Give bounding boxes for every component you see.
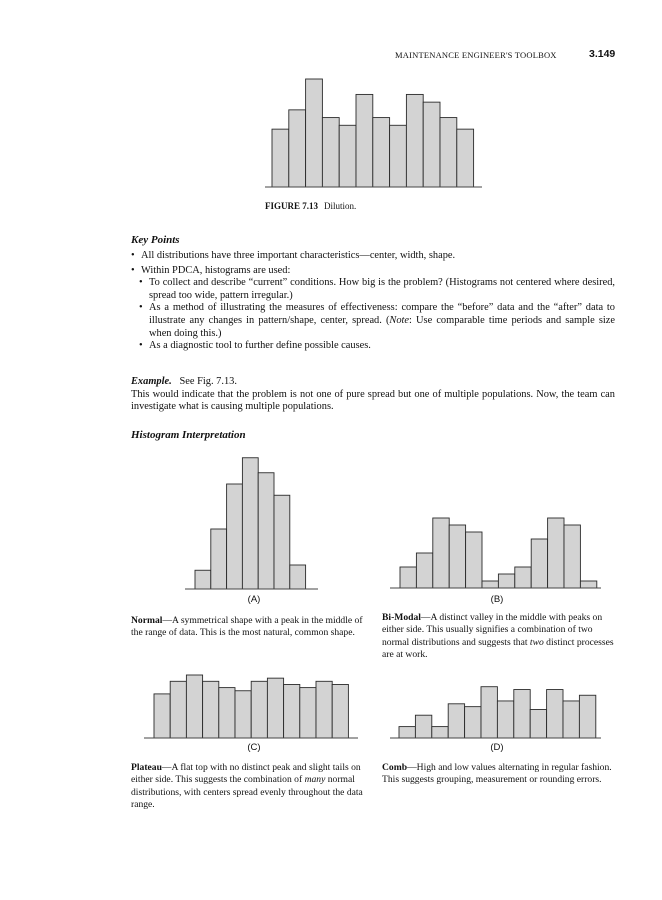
histogram-bar xyxy=(399,727,415,738)
histogram-bar xyxy=(242,458,258,589)
histogram-bar xyxy=(274,495,290,589)
key-point-item: • All distributions have three important characteristics—center, width, shape. xyxy=(131,250,456,261)
histogram-bar xyxy=(423,102,440,187)
histogram-bar xyxy=(406,94,423,187)
histogram-bar xyxy=(432,727,448,738)
histogram-bar xyxy=(449,525,465,588)
histogram-bar xyxy=(481,687,497,738)
histogram-interpretation-heading: Histogram Interpretation xyxy=(131,429,246,441)
panel-b-desc-text: distinct processes are at work. xyxy=(382,636,614,661)
histogram-bar xyxy=(564,525,580,588)
histogram-bar xyxy=(514,690,530,738)
histogram-bar xyxy=(235,691,251,738)
key-point-text: As a method of illustrating the measures of effectiveness: compare the “before” data and the “after” data to illustrate any changes in pattern/shape, center, spread. ( xyxy=(149,302,615,326)
key-point-text: Within PDCA, histograms are used: xyxy=(141,264,291,276)
histogram-bar xyxy=(356,94,373,187)
panel-c-emphasis: many xyxy=(304,774,326,786)
histogram-bar xyxy=(289,110,306,187)
histogram-bar xyxy=(515,567,531,588)
panel-label-b: (B) xyxy=(490,594,504,605)
histogram-bar xyxy=(465,707,481,738)
histogram-bar xyxy=(284,684,300,738)
figure-7-13-caption xyxy=(265,201,356,211)
histogram-bar xyxy=(154,694,170,738)
panel-a-title: Normal xyxy=(131,615,163,626)
panel-d-desc-text: —High and low values alternating in regular fashion. This suggests grouping, measurement or rounding errors. xyxy=(382,762,612,786)
histogram-bar xyxy=(416,553,432,588)
histogram-bar xyxy=(251,681,267,738)
histogram-bar xyxy=(219,688,235,738)
example-label: Example. xyxy=(131,376,172,387)
panel-d-title: Comb xyxy=(382,762,408,773)
panel-c-desc-text: normal distributions, with centers spread evenly throughout the data range. xyxy=(131,774,363,811)
key-point-text: All distributions have three important characteristics—center, width, shape. xyxy=(141,250,456,261)
histogram-bar xyxy=(466,532,482,588)
figure-label: FIGURE 7.13 xyxy=(265,201,319,211)
key-point-item: • Within PDCA, histograms are used: xyxy=(131,264,291,276)
example-text: This would indicate that the problem is not one of pure spread but one of multiple populations. Now, the team can investigate what is causing multiple populations. xyxy=(131,388,615,413)
panel-label-d: (D) xyxy=(490,742,504,753)
page-number: 3.149 xyxy=(589,48,616,60)
key-point-subitem: • To collect and describe “current” conditions. How big is the problem? (Histograms not centered where desired, spread too wide, pattern irregular.) xyxy=(139,277,615,301)
histogram-bar xyxy=(390,125,407,187)
panel-c-desc-text: —A flat top with no distinct peak and slight tails on either side. This suggests the combination of xyxy=(131,762,361,786)
histogram-bar xyxy=(547,690,563,738)
example-paragraph xyxy=(131,376,615,414)
key-points-list xyxy=(131,250,615,353)
running-header-title: MAINTENANCE ENGINEER'S TOOLBOX xyxy=(395,50,557,60)
histogram-bar xyxy=(433,518,449,588)
example-ref: See Fig. 7.13. xyxy=(179,376,237,387)
panel-label-a: (A) xyxy=(247,594,261,605)
panel-c-title: Plateau xyxy=(131,762,162,773)
histogram-bar xyxy=(497,701,513,738)
histogram-bar xyxy=(339,125,356,187)
histogram-bar xyxy=(186,675,202,738)
histogram-bar xyxy=(579,695,595,738)
panel-b-title: Bi-Modal xyxy=(382,612,421,623)
histogram-bar xyxy=(548,518,564,588)
histogram-bar xyxy=(300,688,316,738)
key-point-text: : Use comparable time periods and sample size when doing this.) xyxy=(149,314,615,339)
histogram-bar xyxy=(227,484,243,589)
histogram-bar xyxy=(531,539,547,588)
histogram-bar xyxy=(211,529,227,589)
panel-c-description xyxy=(131,762,363,812)
histogram-bar xyxy=(195,570,211,589)
panel-b-description xyxy=(382,612,614,662)
note-label: Note xyxy=(389,314,410,326)
figure-caption-text: Dilution. xyxy=(324,201,357,211)
key-point-text: To collect and describe “current” conditions. How big is the problem? (Histograms not centered where desired, spread too wide, pattern irregular.) xyxy=(149,277,615,301)
histogram-bar xyxy=(258,473,274,589)
histogram-bar xyxy=(267,678,283,738)
panel-label-c: (C) xyxy=(247,742,261,753)
histogram-bar xyxy=(306,79,323,187)
histogram-bar xyxy=(482,581,498,588)
panel-b-desc-text: —A distinct valley in the middle with peaks on either side. This usually signifies a combination of two normal distributions and suggests that xyxy=(382,612,603,648)
histogram-bar xyxy=(448,704,464,738)
histogram-bar xyxy=(440,118,457,187)
panel-a-desc-text: —A symmetrical shape with a peak in the middle of the range of data. This is the most natural, common shape. xyxy=(131,615,363,639)
panel-d-description xyxy=(382,762,614,787)
key-point-subitem: • As a diagnostic tool to further define possible causes. xyxy=(139,340,371,352)
histogram-bar xyxy=(316,681,332,738)
histogram-bar xyxy=(498,574,514,588)
histogram-bar xyxy=(290,565,306,589)
key-point-text: As a diagnostic tool to further define possible causes. xyxy=(149,340,371,352)
histogram-bar xyxy=(400,567,416,588)
key-point-subitem: • As a method of illustrating the measures of effectiveness: compare the “before” data and the “after” data to illustrate any changes in pattern/shape, center, spread. (Note: Use comparable time periods and sample size when doing this.) xyxy=(139,302,615,339)
key-points-heading: Key Points xyxy=(131,234,180,246)
histogram-bar xyxy=(563,701,579,738)
histogram-bar xyxy=(580,581,596,588)
histogram-bar xyxy=(272,129,289,187)
panel-a-description xyxy=(131,615,363,640)
panel-b-emphasis: two xyxy=(529,636,544,648)
histogram-bar xyxy=(373,118,390,187)
histogram-bar xyxy=(322,118,339,187)
histogram-bar xyxy=(530,710,546,739)
histogram-bar xyxy=(170,681,186,738)
histogram-bar xyxy=(415,715,431,738)
histogram-bar xyxy=(457,129,474,187)
histogram-bar xyxy=(203,681,219,738)
histogram-bar xyxy=(332,684,348,738)
